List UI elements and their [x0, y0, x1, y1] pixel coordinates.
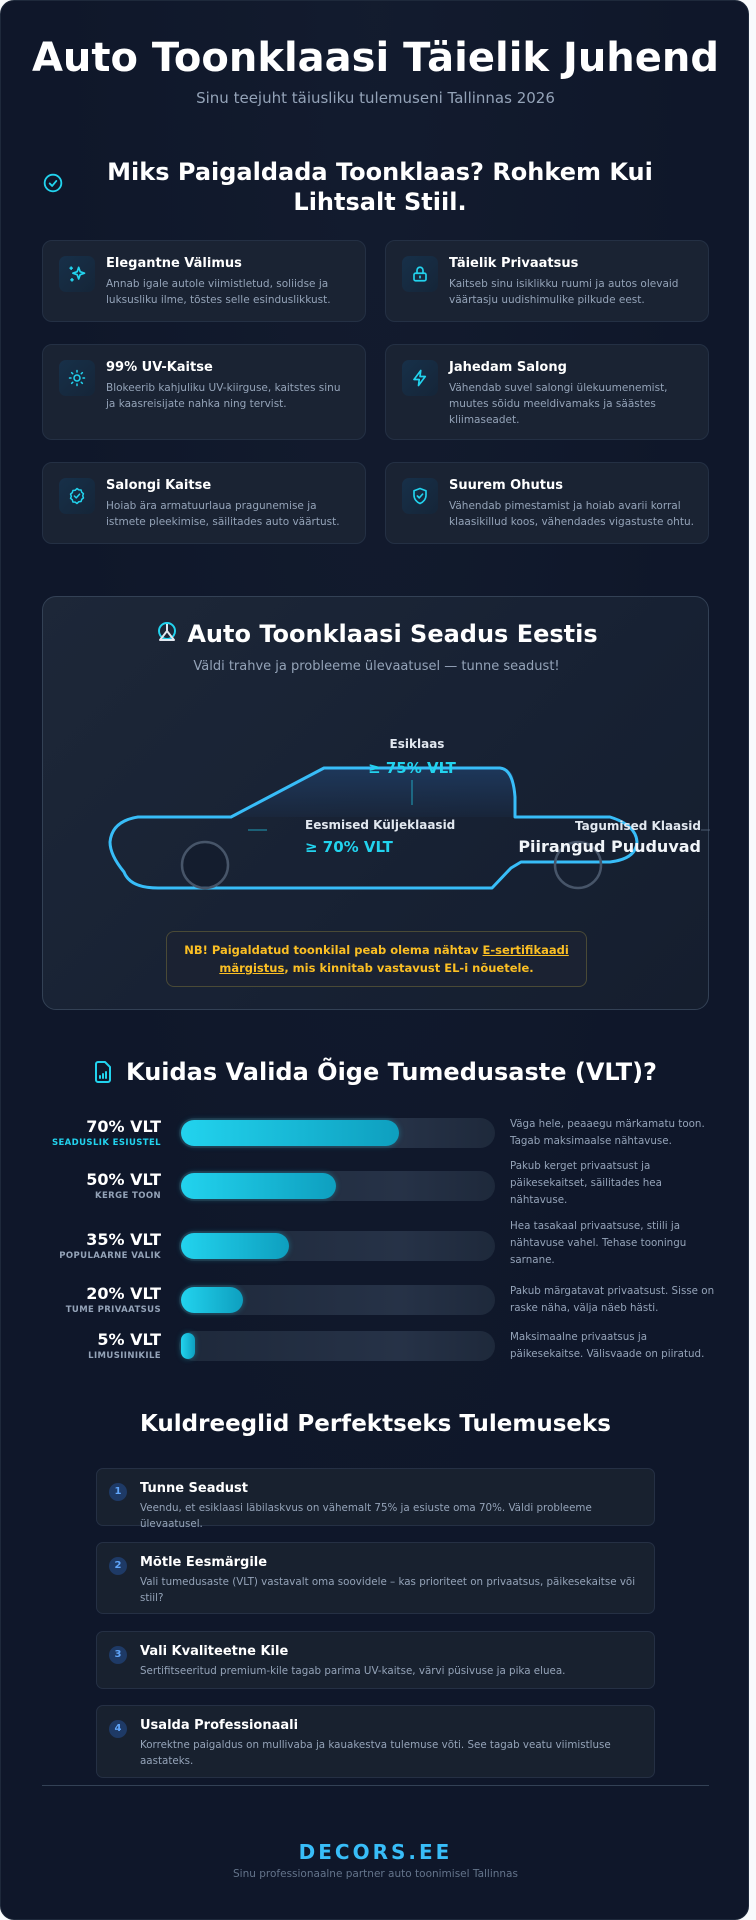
note-text-end: , mis kinnitab vastavust EL-i nõuetele.	[284, 961, 534, 975]
vlt-caption: KERGE TOON	[94, 1191, 161, 1201]
shield-check-icon	[402, 478, 438, 514]
vlt-caption: TUME PRIVAATSUS	[65, 1305, 161, 1315]
lightning-icon	[402, 360, 438, 396]
feature-title: Jahedam Salong	[449, 360, 567, 375]
vlt-bar-track	[179, 1118, 495, 1148]
badge-check-icon	[59, 478, 95, 514]
vlt-desc: Pakub kerget privaatsust ja päikesekaitset, säilitades hea nähtavuse.	[510, 1160, 662, 1206]
certificate-link[interactable]: E-sertifikaadi märgistus	[219, 943, 569, 975]
vlt-desc: Hea tasakaal privaatsuse, stiili ja nähtavuse vahel. Tehase tooningu sarnane.	[510, 1220, 687, 1266]
chart-file-icon	[94, 1061, 112, 1083]
feature-card-cooling	[385, 344, 709, 440]
brand-tagline: Sinu professionaalne partner auto toonimisel Tallinnas	[233, 1868, 518, 1880]
rear-value: Piirangud Puuduvad	[518, 837, 701, 856]
sparkles-icon	[59, 256, 95, 292]
rule-title: Tunne Seadust	[140, 1481, 249, 1496]
rule-desc: Veendu, et esiklaasi läbilaskvus on vähemalt 75% ja esiuste oma 70%. Väldi probleeme ülevaatusel.	[140, 1502, 592, 1530]
page-title: Auto Toonklaasi Täielik Juhend	[31, 35, 720, 81]
rule-item	[96, 1468, 655, 1530]
vlt-bar-track	[179, 1171, 495, 1201]
feature-title: Suurem Ohutus	[449, 478, 563, 493]
feature-desc: Vähendab pimestamist ja hoiab avarii korral klaasikillud koos, vähendades vigastuste ohtu.	[449, 500, 694, 528]
law-subtitle: Väldi trahve ja probleeme ülevaatusel — tunne seadust!	[193, 659, 560, 674]
feature-desc: Hoiab ära armatuurlaua pragunemise ja istmete pleekimise, säilitades auto väärtust.	[106, 500, 340, 528]
vlt-desc: Väga hele, peaaegu märkamatu toon. Tagab maksimaalse nähtavuse.	[510, 1118, 705, 1147]
vlt-desc: Pakub märgatavat privaatsust. Sisse on raske näha, välja näeb hästi.	[510, 1285, 715, 1314]
vlt-bar-fill	[181, 1287, 243, 1313]
vlt-desc: Maksimaalne privaatsus ja päikesekaitse. Välisvaade on piiratud.	[510, 1331, 705, 1360]
feature-card-interior	[42, 462, 366, 544]
rule-title: Vali Kvaliteetne Kile	[140, 1644, 289, 1659]
rule-desc: Korrektne paigaldus on mullivaba ja kauakestva tulemuse võti. See tagab veatu viimistluse aastateks.	[140, 1739, 611, 1767]
vlt-bar-track	[179, 1331, 495, 1361]
vlt-caption: LIMUSIINIKILE	[88, 1351, 161, 1361]
feature-title: Elegantne Välimus	[106, 256, 242, 271]
vlt-bar-track	[179, 1231, 495, 1261]
law-title-text: Auto Toonklaasi Seadus Eestis	[187, 620, 598, 648]
feature-card-elegance	[42, 240, 366, 322]
rule-number: 3	[109, 1646, 127, 1664]
rule-number: 4	[109, 1720, 127, 1738]
rules-title: Kuldreeglid Perfektseks Tulemuseks	[140, 1411, 611, 1437]
vlt-percent: 70% VLT	[86, 1117, 161, 1136]
rule-desc: Sertifitseeritud premium-kile tagab parima UV-kaitse, värvi püsivuse ja pika eluea.	[140, 1665, 566, 1677]
why-section-title: Miks Paigaldada Toonklaas? Rohkem Kui Lihtsalt Stiil.	[107, 158, 653, 216]
vlt-title	[1, 1058, 750, 1086]
feature-card-privacy	[385, 240, 709, 322]
vlt-caption: SEADUSLIK ESIUSTEL	[51, 1138, 161, 1148]
vlt-caption: POPULAARNE VALIK	[59, 1251, 161, 1261]
note-text: NB! Paigaldatud toonkilal peab olema nähtav	[184, 943, 483, 957]
law-panel	[42, 596, 709, 1010]
rule-item	[96, 1705, 655, 1778]
windshield-label: Esiklaas	[389, 737, 445, 751]
feature-desc: Annab igale autole viimistletud, soliidse ja luksusliku ilme, tõstes selle esinduslikkust.	[106, 278, 331, 306]
rear-label: Tagumised Klaasid	[575, 819, 701, 833]
vlt-percent: 5% VLT	[97, 1330, 161, 1349]
feature-title: Salongi Kaitse	[106, 478, 212, 493]
front-side-label: Eesmised Küljeklaasid	[305, 818, 456, 832]
vlt-bar-fill	[181, 1120, 399, 1146]
certificate-note	[166, 931, 587, 987]
footer-divider	[42, 1785, 709, 1786]
lock-icon	[402, 256, 438, 292]
vlt-bar-fill	[181, 1333, 195, 1359]
rule-number: 1	[109, 1483, 127, 1501]
vlt-bar-fill	[181, 1173, 336, 1199]
feature-card-safety	[385, 462, 709, 544]
feature-title: Täielik Privaatsus	[449, 256, 579, 271]
rule-item	[96, 1631, 655, 1689]
vlt-percent: 35% VLT	[86, 1230, 161, 1249]
check-circle-icon	[43, 173, 63, 193]
feature-desc: Vähendab suvel salongi ülekuumenemist, muutes sõidu meeldivamaks ja säästes kliimaseadet.	[449, 382, 668, 426]
vlt-percent: 20% VLT	[86, 1284, 161, 1303]
feature-desc: Blokeerib kahjuliku UV-kiirguse, kaitstes sinu ja kaasreisijate nahka ning tervist.	[106, 382, 341, 410]
windshield-value: ≥ 75% VLT	[368, 759, 456, 777]
rule-desc: Vali tumedusaste (VLT) vastavalt oma soovidele – kas prioriteet on privaatsus, päikesekaitse või stiil?	[140, 1576, 636, 1604]
vlt-title-text: Kuidas Valida Õige Tumedusaste (VLT)?	[126, 1058, 657, 1086]
vlt-bar-fill	[181, 1233, 289, 1259]
page-subtitle: Sinu teejuht täiusliku tulemuseni Tallinnas 2026	[196, 89, 555, 107]
brand-logo[interactable]: DECORS.EE	[298, 1840, 453, 1864]
feature-card-uv	[42, 344, 366, 440]
rule-title: Usalda Professionaali	[140, 1718, 299, 1733]
sun-icon	[59, 360, 95, 396]
rule-title: Mõtle Eesmärgile	[140, 1555, 268, 1570]
vlt-bar-track	[179, 1285, 495, 1315]
feature-desc: Kaitseb sinu isiklikku ruumi ja autos olevaid väärtasju uudishimulike pilkude eest.	[449, 278, 679, 306]
vlt-percent: 50% VLT	[86, 1170, 161, 1189]
rule-item	[96, 1542, 655, 1614]
feature-title: 99% UV-Kaitse	[106, 360, 213, 375]
rule-number: 2	[109, 1557, 127, 1575]
front-side-value: ≥ 70% VLT	[305, 838, 393, 856]
